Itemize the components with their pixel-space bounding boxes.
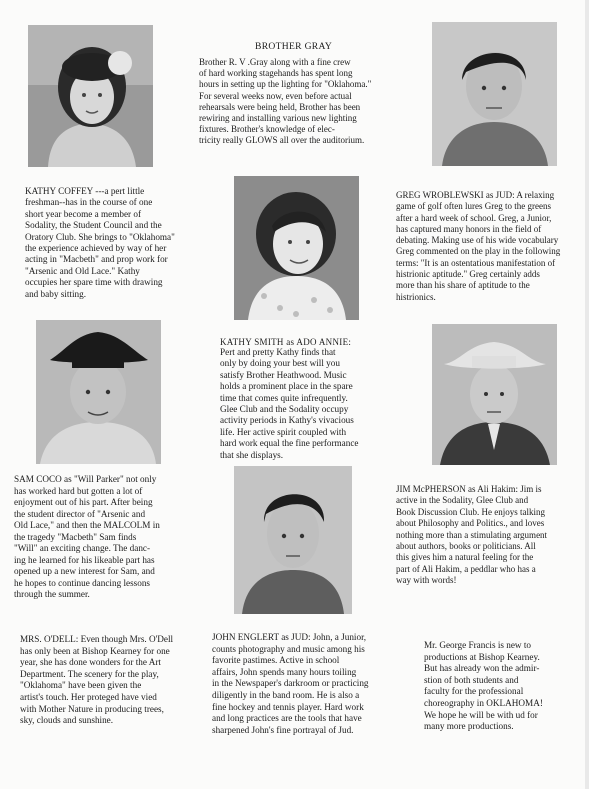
brother-gray-heading: BROTHER GRAY bbox=[255, 41, 333, 52]
sam-coco-text: SAM COCO as "Will Parker" not only has worked hard but gotten a lot of enjoyment out of his part. After being the student director of "Arsenic and Old Lace," and then the MALCOLM in the tragedy "Macbeth" Sam finds "Will" an exciting change. The danc- ing he learned for his likeable part has opened up a new interest for Sam, and he hopes to continue dancing lessons through the summer. bbox=[14, 474, 160, 599]
john-englert-text: JOHN ENGLERT as JUD: John, a Junior, counts photography and music among his favorite pastimes. Active in school affairs, John spends many hours toiling in the Newspaper's darkroom or practicing diligently in the band room. He is also a fine hockey and tennis player. Hard work and long practices are the tools that have sharpened John's fine portrayal of Jud. bbox=[212, 632, 369, 735]
george-francis-text: Mr. George Francis is new to productions at Bishop Kearney. But has already won the admir- stion of both students and faculty for the professional choreography in OKLAHOMA! We hope he will be with ud for many more productions. bbox=[424, 640, 543, 732]
jim-mcpherson-text: JIM McPHERSON as Ali Hakim: Jim is active in the Sodality, Glee Club and Book Discussion Club. He enjoys talking about Philosophy and Politics., and loves nothing more than a stimulating argument about authors, books or politicians. All this gives him a natural feeling for the part of Ali Hakim, a peddlar who has a way with words! bbox=[396, 484, 548, 586]
photo-kathy-smith bbox=[234, 176, 359, 320]
brother-gray-text: Brother R. V .Gray along with a fine crew of hard working stagehands has spent long hours in setting up the lighting for "Oklahoma." For several weeks now, even before actual rehearsals were being held, Brother has been rewiring and installing various new lighting fixtures. Brother's knowledge of elec- tricity really GLOWS all over the auditorium. bbox=[199, 57, 372, 146]
greg-wroblewski-text: GREG WROBLEWSKI as JUD: A relaxing game of golf often lures Greg to the greens after a hard week of school. Greg, a Junior, has captured many honors in the field of debating. Making use of his wide vocabulary Greg commented on the play in the following terms: "It is an ostentatious manifestation of histrionic aptitude." Greg certainly adds more than his share of aptitude to the histrionics. bbox=[396, 190, 561, 302]
photo-greg-wroblewski bbox=[432, 22, 557, 166]
photo-sam-coco bbox=[36, 320, 161, 464]
photo-john-englert bbox=[234, 466, 352, 614]
photo-jim-mcpherson bbox=[432, 324, 557, 465]
kathy-coffey-text: KATHY COFFEY ---a pert little freshman--has in the course of one short year become a member of Sodality, the Student Council and the Oratory Club. She brings to "Oklahoma" the experience achieved by way of her acting in "Macbeth" and prop work for "Arsenic and Old Lace." Kathy occupies her spare time with drawing and baby sitting. bbox=[25, 186, 175, 299]
kathy-smith-heading: KATHY SMITH as ADO ANNIE: bbox=[220, 337, 352, 347]
kathy-smith-text: Pert and pretty Kathy finds that only by doing your best will you satisfy Brother Heathwood. Music holds a prominent place in the spare time that comes quite infrequently. Glee Club and the Sodality occupy activity periods in Kathy's vivacious life. Her active spirit coupled with hard work equal the fine performance that she displays. bbox=[220, 347, 359, 460]
photo-kathy-coffey bbox=[28, 25, 153, 167]
mrs-odell-text: MRS. O'DELL: Even though Mrs. O'Dell has only been at Bishop Kearney for one year, she has done wonders for the Art Department. The scenery for the play, "Oklahoma" have been given the artist's touch. Her proteged have vied with Mother Nature in producing trees, sky, clouds and sunshine. bbox=[20, 634, 174, 726]
page-edge bbox=[585, 0, 589, 789]
